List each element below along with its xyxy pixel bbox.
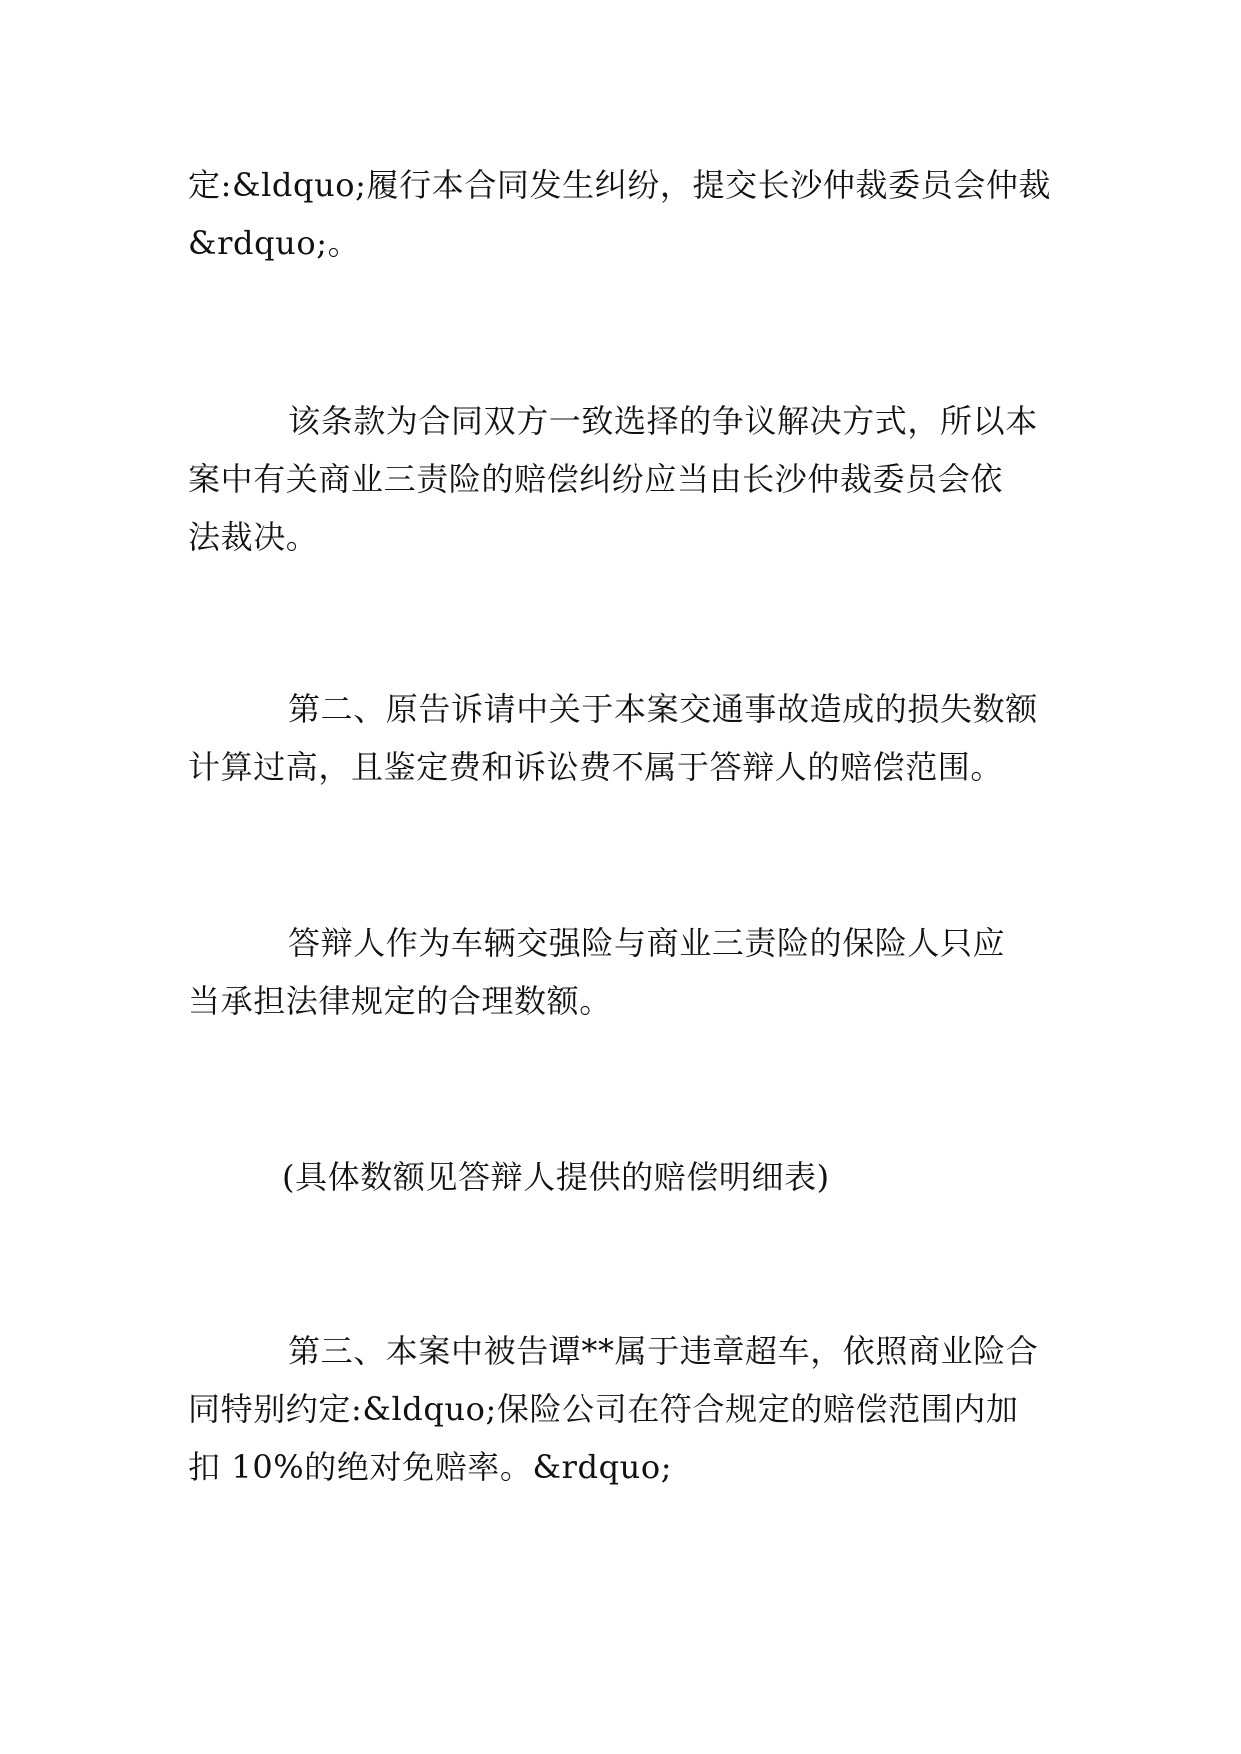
text-line: &rdquo;。 — [188, 224, 361, 262]
text-line: 该条款为合同双方一致选择的争议解决方式，所以本 — [288, 402, 1038, 440]
text-line: 同特别约定:&ldquo;保险公司在符合规定的赔偿范围内加 — [188, 1390, 1019, 1428]
paragraph-second-point — [188, 680, 1056, 796]
text-line: 扣 10%的绝对免赔率。&rdquo; — [188, 1448, 673, 1486]
text-line: (具体数额见答辩人提供的赔偿明细表) — [282, 1158, 830, 1196]
text-line: 答辩人作为车辆交强险与商业三责险的保险人只应 — [288, 924, 1006, 962]
paragraph-insurer-liability — [188, 914, 1056, 1030]
paragraph-arbitration-clause — [188, 156, 1056, 272]
text-line: 第三、本案中被告谭**属于违章超车，依照商业险合 — [288, 1332, 1039, 1370]
text-line: 第二、原告诉请中关于本案交通事故造成的损失数额 — [288, 690, 1038, 728]
text-line: 法裁决。 — [188, 518, 319, 556]
text-line: 计算过高，且鉴定费和诉讼费不属于答辩人的赔偿范围。 — [188, 748, 1004, 786]
paragraph-dispute-resolution — [188, 392, 1056, 566]
paragraph-amount-note — [188, 1148, 1056, 1206]
text-line: 定:&ldquo;履行本合同发生纠纷，提交长沙仲裁委员会仲裁 — [188, 166, 1052, 204]
text-line: 当承担法律规定的合理数额。 — [188, 982, 612, 1020]
text-line: 案中有关商业三责险的赔偿纠纷应当由长沙仲裁委员会依 — [188, 460, 1004, 498]
paragraph-third-point — [188, 1322, 1056, 1496]
